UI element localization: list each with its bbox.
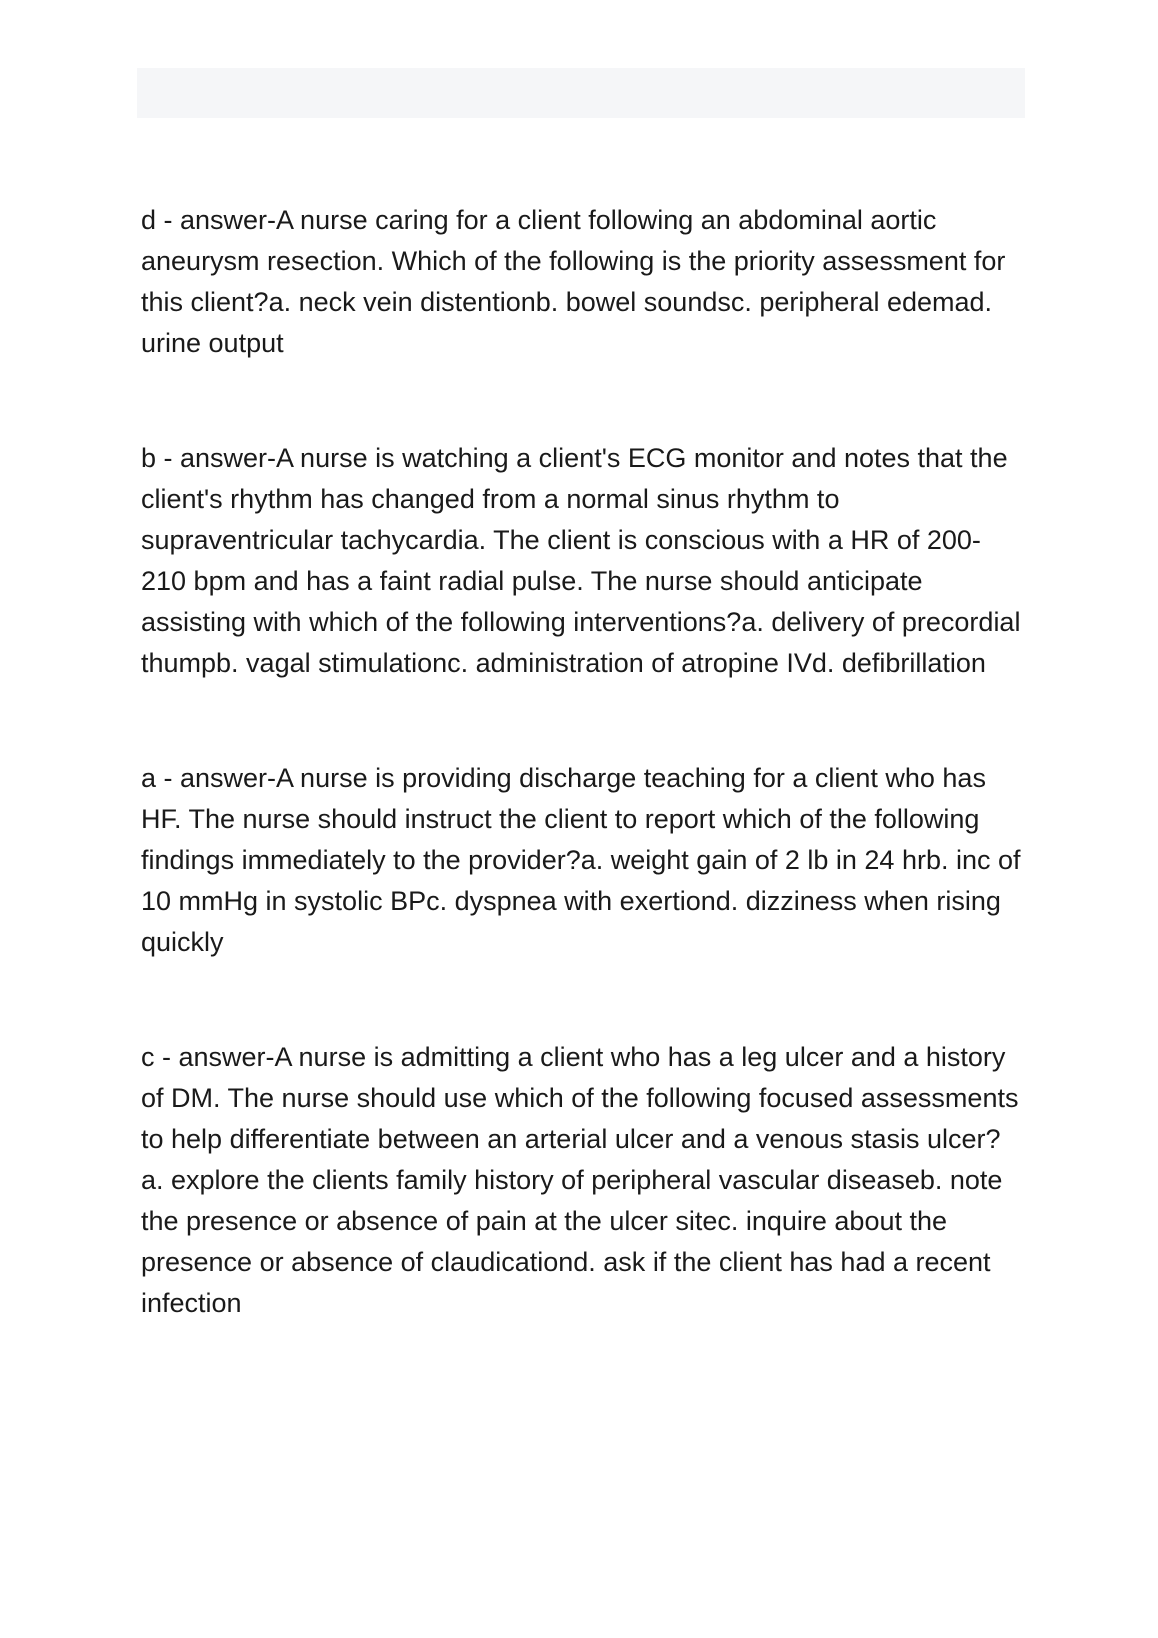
- document-body: [141, 200, 1021, 1398]
- header-band: [137, 68, 1025, 118]
- qa-entry: b - answer-A nurse is watching a client's ECG monitor and notes that the client's rhythm has changed from a normal sinus rhythm to supraventricular tachycardia. The client is conscious with a HR of 200-210 bpm and has a faint radial pulse. The nurse should anticipate assisting with which of the following interventions?a. delivery of precordial thumpb. vagal stimulationc. administration of atropine IVd. defibrillation: [141, 443, 1021, 678]
- qa-entry: d - answer-A nurse caring for a client following an abdominal aortic aneurysm resection. Which of the following is the priority assessment for this client?a. neck vein distentionb. bowel soundsc. peripheral edemad. urine output: [141, 205, 1006, 358]
- qa-entry: a - answer-A nurse is providing discharge teaching for a client who has HF. The nurse should instruct the client to report which of the following findings immediately to the provider?a. weight gain of 2 lb in 24 hrb. inc of 10 mmHg in systolic BPc. dyspnea with exertiond. dizziness when rising quickly: [141, 763, 1021, 957]
- qa-entry: c - answer-A nurse is admitting a client who has a leg ulcer and a history of DM. The nurse should use which of the following focused assessments to help differentiate between an arterial ulcer and a venous stasis ulcer?a. explore the clients family history of peripheral vascular diseaseb. note the presence or absence of pain at the ulcer sitec. inquire about the presence or absence of claudicationd. ask if the client has had a recent infection: [141, 1042, 1019, 1318]
